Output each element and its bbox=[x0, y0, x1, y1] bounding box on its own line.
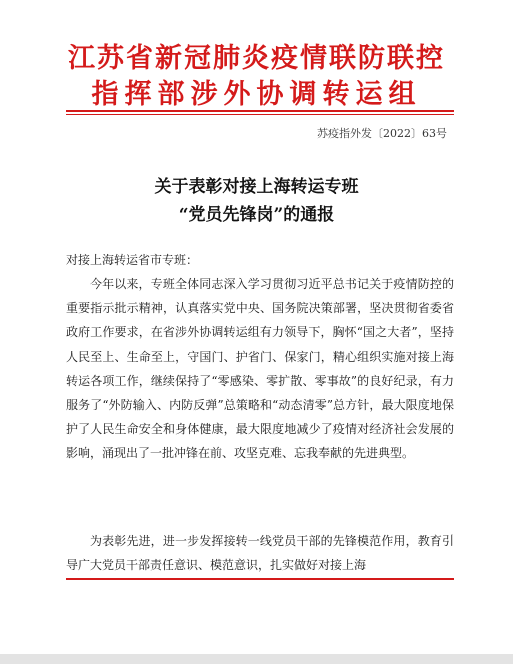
body-paragraph-1: 今年以来，专班全体同志深入学习贯彻习近平总书记关于疫情防控的重要指示批示精神，认真落实党中央、国务院决策部署，坚决贯彻省委省政府工作要求，在省涉外协调转运组有力领导下，胸怀“国之大者”，坚持人民至上、生命至上，守国门、护省门、保家门，精心组织实施对接上海转运各项工作，继续保持了“零感染、零扩散、零事故”的良好纪录，有力服务了“外防输入、内防反弹”总策略和“动态清零”总方针，最大限度地保护了人民生命安全和身体健康，最大限度地减少了疫情对经济社会发展的影响，涌现出了一批冲锋在前、攻坚克难、忘我奉献的先进典型。 bbox=[66, 277, 454, 461]
red-rule-top bbox=[66, 110, 454, 112]
issuer-header-line1: 江苏省新冠肺炎疫情联防联控 bbox=[68, 43, 445, 74]
document-title-line1: 关于表彰对接上海转运专班 bbox=[154, 177, 359, 197]
red-rule-bottom bbox=[66, 578, 454, 580]
viewer-bottom-bar bbox=[0, 654, 513, 664]
document-number: 苏疫指外发〔2022〕63号 bbox=[317, 127, 447, 140]
body-paragraph-2: 为表彰先进，进一步发挥接转一线党员干部的先锋模范作用，教育引导广大党员干部责任意识、模范意识，扎实做好对接上海 bbox=[66, 534, 454, 573]
red-rule-top-thin bbox=[66, 114, 454, 115]
document-title-line2: “党员先锋岗”的通报 bbox=[178, 205, 335, 225]
issuer-header-line2: 指挥部涉外协调转运组 bbox=[91, 79, 422, 110]
salutation: 对接上海转运省市专班： bbox=[66, 253, 199, 267]
